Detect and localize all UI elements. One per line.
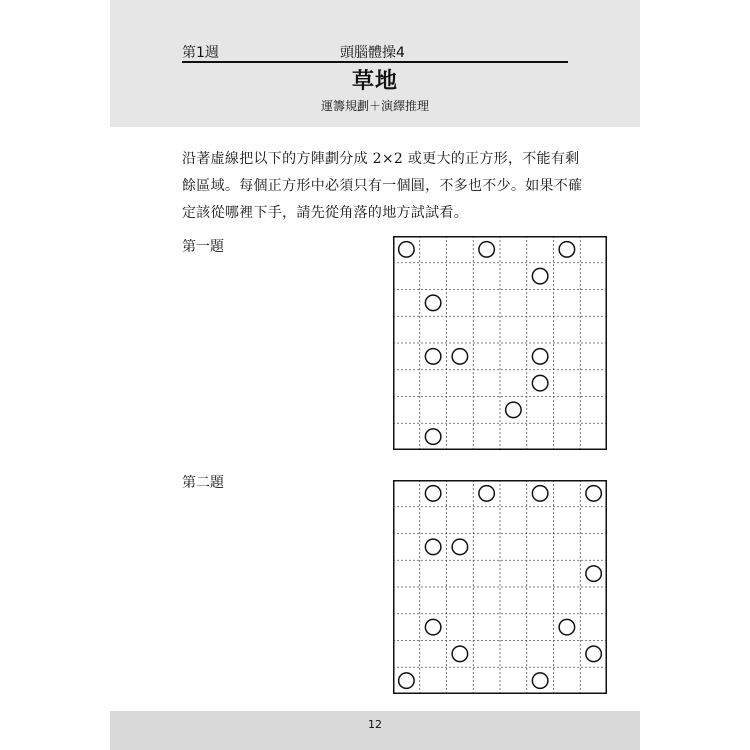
circle-marker [452,349,468,365]
circle-marker [425,429,441,445]
circle-marker [532,349,548,365]
instructions-text: 沿著虛線把以下的方陣劃分成 2×2 或更大的正方形，不能有剩餘區域。每個正方形中必須只有一個圓，不多也不少。如果不確定該從哪裡下手，請先從角落的地方試試看。 [182,151,583,221]
puzzle-1-grid [393,236,607,450]
circle-marker [532,375,548,391]
header-divider [182,61,568,63]
puzzle-2-grid [393,480,607,694]
puzzle-grid-svg [393,480,607,694]
circle-marker [586,486,602,502]
puzzle-grid-svg [393,236,607,450]
circle-marker [559,242,575,258]
book-page [110,0,640,750]
page-subtitle: 運籌規劃＋演繹推理 [320,99,429,113]
circle-marker [399,673,415,689]
circle-marker [452,539,468,555]
circle-marker [425,486,441,502]
circle-marker [425,539,441,555]
circle-marker [532,673,548,689]
page-number: 12 [368,718,382,731]
puzzle-1-label: 第一題 [182,239,224,255]
circle-marker [532,486,548,502]
circle-marker [532,268,548,284]
series-label: 頭腦體操4 [340,45,405,61]
circle-marker [586,646,602,662]
circle-marker [559,619,575,635]
circle-marker [506,402,522,418]
puzzle-2-label: 第二題 [182,475,224,491]
circle-marker [399,242,415,258]
page-title: 草地 [351,69,398,94]
week-label: 第1週 [182,45,219,61]
circle-marker [479,242,495,258]
circle-marker [425,349,441,365]
circle-marker [586,566,602,582]
circle-marker [479,486,495,502]
circle-marker [452,646,468,662]
circle-marker [425,295,441,311]
circle-marker [425,619,441,635]
